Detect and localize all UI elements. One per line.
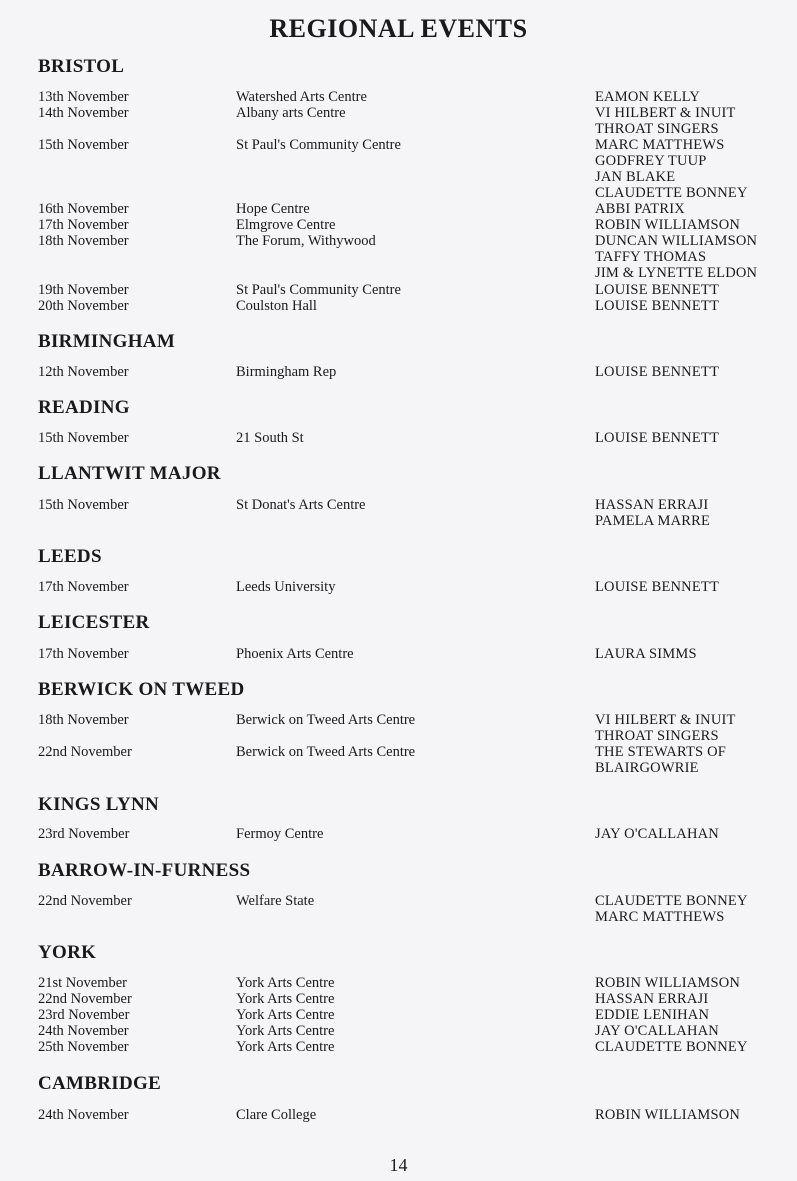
- event-date: 24th November: [38, 1023, 129, 1039]
- event-venue: Watershed Arts Centre: [236, 89, 367, 105]
- event-performer: VI HILBERT & INUIT: [595, 712, 736, 728]
- event-date: 16th November: [38, 201, 129, 217]
- event-venue: Berwick on Tweed Arts Centre: [236, 744, 416, 760]
- event-venue: Fermoy Centre: [236, 826, 324, 842]
- region-heading: LEICESTER: [38, 612, 150, 633]
- event-performer: LOUISE BENNETT: [595, 430, 720, 446]
- event-venue: Albany arts Centre: [236, 105, 346, 121]
- event-date: 24th November: [38, 1107, 129, 1123]
- event-date: 20th November: [38, 298, 129, 314]
- event-date: 17th November: [38, 646, 129, 662]
- event-date: 15th November: [38, 497, 129, 513]
- event-venue: Clare College: [236, 1107, 317, 1123]
- event-date: 23rd November: [38, 826, 130, 842]
- event-performer: CLAUDETTE BONNEY: [595, 1039, 748, 1055]
- event-date: 15th November: [38, 430, 129, 446]
- event-venue: Berwick on Tweed Arts Centre: [236, 712, 416, 728]
- event-venue: Phoenix Arts Centre: [236, 646, 354, 662]
- event-performer: JIM & LYNETTE ELDON: [595, 265, 758, 281]
- event-row: [0, 579, 797, 595]
- event-row: [0, 89, 797, 105]
- event-performer: JAY O'CALLAHAN: [595, 1023, 719, 1039]
- event-row: [0, 1007, 797, 1023]
- event-row: [0, 137, 797, 153]
- event-venue: St Paul's Community Centre: [236, 282, 401, 298]
- event-performer: BLAIRGOWRIE: [595, 760, 699, 776]
- event-date: 13th November: [38, 89, 129, 105]
- event-date: 23rd November: [38, 1007, 130, 1023]
- event-venue: The Forum, Withywood: [236, 233, 376, 249]
- event-row: [0, 893, 797, 909]
- event-row: [0, 298, 797, 314]
- event-performer: JAN BLAKE: [595, 169, 676, 185]
- event-performer: LOUISE BENNETT: [595, 298, 720, 314]
- event-performer: HASSAN ERRAJI: [595, 497, 709, 513]
- event-date: 18th November: [38, 712, 129, 728]
- event-row: [0, 121, 797, 137]
- event-performer: DUNCAN WILLIAMSON: [595, 233, 758, 249]
- event-performer: ROBIN WILLIAMSON: [595, 975, 741, 991]
- event-date: 12th November: [38, 364, 129, 380]
- event-venue: York Arts Centre: [236, 1007, 335, 1023]
- event-venue: York Arts Centre: [236, 975, 335, 991]
- event-performer: MARC MATTHEWS: [595, 909, 725, 925]
- event-row: [0, 265, 797, 281]
- event-row: [0, 233, 797, 249]
- event-date: 22nd November: [38, 744, 132, 760]
- event-performer: EAMON KELLY: [595, 89, 701, 105]
- event-date: 22nd November: [38, 893, 132, 909]
- region-heading: CAMBRIDGE: [38, 1073, 162, 1094]
- event-venue: York Arts Centre: [236, 991, 335, 1007]
- event-row: [0, 364, 797, 380]
- event-venue: York Arts Centre: [236, 1039, 335, 1055]
- region-heading: LLANTWIT MAJOR: [38, 463, 221, 484]
- event-row: [0, 760, 797, 776]
- event-row: [0, 1107, 797, 1123]
- event-row: [0, 1039, 797, 1055]
- event-row: [0, 249, 797, 265]
- event-venue: Leeds University: [236, 579, 336, 595]
- region-heading: KINGS LYNN: [38, 794, 160, 815]
- event-performer: MARC MATTHEWS: [595, 137, 725, 153]
- event-performer: HASSAN ERRAJI: [595, 991, 709, 1007]
- event-row: [0, 909, 797, 925]
- event-date: 15th November: [38, 137, 129, 153]
- event-venue: Welfare State: [236, 893, 315, 909]
- event-row: [0, 105, 797, 121]
- event-performer: EDDIE LENIHAN: [595, 1007, 710, 1023]
- event-performer: GODFREY TUUP: [595, 153, 707, 169]
- event-row: [0, 217, 797, 233]
- event-row: [0, 282, 797, 298]
- region-heading: READING: [38, 397, 130, 418]
- event-row: [0, 169, 797, 185]
- event-performer: LOUISE BENNETT: [595, 579, 720, 595]
- region-heading: BIRMINGHAM: [38, 331, 176, 352]
- event-row: [0, 991, 797, 1007]
- event-row: [0, 497, 797, 513]
- region-heading: LEEDS: [38, 546, 102, 567]
- event-date: 18th November: [38, 233, 129, 249]
- event-performer: THROAT SINGERS: [595, 728, 719, 744]
- event-date: 14th November: [38, 105, 129, 121]
- event-date: 21st November: [38, 975, 127, 991]
- event-venue: York Arts Centre: [236, 1023, 335, 1039]
- region-heading: BRISTOL: [38, 56, 125, 77]
- event-row: [0, 975, 797, 991]
- event-row: [0, 728, 797, 744]
- event-performer: LOUISE BENNETT: [595, 282, 720, 298]
- event-venue: St Paul's Community Centre: [236, 137, 401, 153]
- event-row: [0, 430, 797, 446]
- event-venue: St Donat's Arts Centre: [236, 497, 366, 513]
- event-performer: PAMELA MARRE: [595, 513, 711, 529]
- event-row: [0, 712, 797, 728]
- event-row: [0, 826, 797, 842]
- event-venue: Birmingham Rep: [236, 364, 337, 380]
- event-performer: LAURA SIMMS: [595, 646, 697, 662]
- event-performer: ROBIN WILLIAMSON: [595, 1107, 741, 1123]
- event-row: [0, 1023, 797, 1039]
- event-row: [0, 185, 797, 201]
- region-heading: BERWICK ON TWEED: [38, 679, 245, 700]
- event-date: 22nd November: [38, 991, 132, 1007]
- event-venue: Hope Centre: [236, 201, 310, 217]
- event-venue: 21 South St: [236, 430, 304, 446]
- event-performer: ROBIN WILLIAMSON: [595, 217, 741, 233]
- event-performer: JAY O'CALLAHAN: [595, 826, 719, 842]
- event-performer: LOUISE BENNETT: [595, 364, 720, 380]
- event-performer: THROAT SINGERS: [595, 121, 719, 137]
- region-heading: YORK: [38, 942, 97, 963]
- page-number: 14: [389, 1155, 408, 1175]
- event-performer: TAFFY THOMAS: [595, 249, 707, 265]
- event-performer: CLAUDETTE BONNEY: [595, 185, 748, 201]
- page-title: REGIONAL EVENTS: [269, 14, 528, 43]
- event-row: [0, 513, 797, 529]
- event-performer: CLAUDETTE BONNEY: [595, 893, 748, 909]
- event-date: 17th November: [38, 579, 129, 595]
- event-date: 25th November: [38, 1039, 129, 1055]
- event-performer: ABBI PATRIX: [595, 201, 685, 217]
- event-performer: VI HILBERT & INUIT: [595, 105, 736, 121]
- event-row: [0, 201, 797, 217]
- event-venue: Coulston Hall: [236, 298, 317, 314]
- event-row: [0, 646, 797, 662]
- event-performer: THE STEWARTS OF: [595, 744, 727, 760]
- event-venue: Elmgrove Centre: [236, 217, 336, 233]
- event-date: 17th November: [38, 217, 129, 233]
- event-row: [0, 153, 797, 169]
- region-heading: BARROW-IN-FURNESS: [38, 860, 251, 881]
- event-date: 19th November: [38, 282, 129, 298]
- event-row: [0, 744, 797, 760]
